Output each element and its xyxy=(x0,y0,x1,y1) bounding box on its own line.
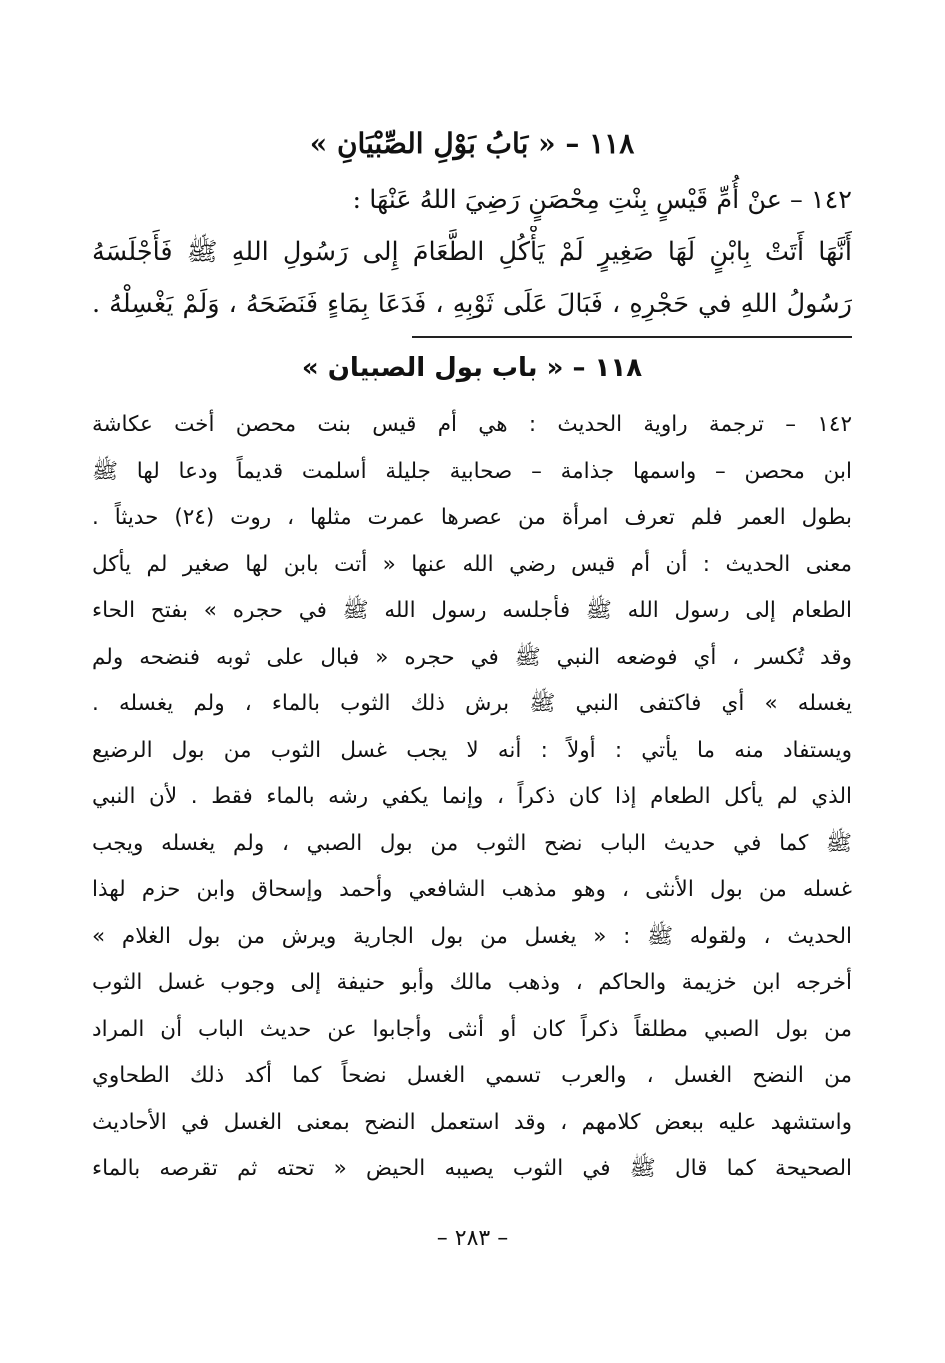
commentary-line: يغسله » أي فاكتفى النبي ﷺ برش ذلك الثوب بالماء ، ولم يغسله . xyxy=(92,691,852,716)
hadith-line: أَنَّهَا أَتَتْ بِابْنٍ لَهَا صَغِيرٍ لَمْ يَأْكُلِ الطَّعَامَ إِلى رَسُولِ اللهِ ﷺ فَأَجْلَسَهُ xyxy=(92,237,852,267)
hadith-text xyxy=(92,174,852,330)
commentary-line: معنى الحديث : أن أم قيس رضي الله عنها « أتت بابن لها صغير لم يأكل xyxy=(92,551,852,577)
commentary-line: الطعام إلى رسول الله ﷺ فأجلسه رسول الله ﷺ في حجره » بفتح الحاء xyxy=(92,598,852,623)
commentary-title: ١١٨ – « باب بول الصبيان » xyxy=(301,353,643,383)
page-number: – ٢٨٣ – xyxy=(436,1226,509,1251)
commentary-line: بطول العمر فلم تعرف امرأة من عصرها عمرت مثلها ، روت (٢٤) حديثاً . xyxy=(92,505,852,530)
commentary-line: غسله من بول الأنثى ، وهو مذهب الشافعي وأحمد وإسحاق وابن حزم لهذا xyxy=(92,877,852,902)
chapter-title: ١١٨ – « بَابُ بَوْلِ الصِّبْيَانِ » xyxy=(309,127,635,160)
commentary-line: الحديث ، ولقوله ﷺ : « يغسل من بول الجارية ويرش من بول الغلام » xyxy=(92,923,852,949)
section-divider xyxy=(412,336,852,338)
commentary-line: واستشهد عليه ببعض كلامهم ، وقد استعمل النضح بمعنى الغسل في الأحاديث xyxy=(92,1109,852,1135)
commentary-line: ويستفاد منه ما يأتي : أولاً : أنه لا يجب غسل الثوب من بول الرضيع xyxy=(92,737,852,763)
hadith-line: رَسُولُ اللهِ في حَجْرِهِ ، فَبَالَ عَلَى ثَوْبِهِ ، فَدَعَا بِمَاءٍ فَنَضَحَهُ ، وَلَمْ يَغْسِلْهُ . xyxy=(92,289,852,319)
commentary-line: وقد تُكسر ، أي فوضعه النبي ﷺ في حجره « فبال على ثوبه فنضحه ولم xyxy=(92,644,852,670)
commentary-line: الصحيحة كما قال ﷺ في الثوب يصيبه الحيض « تحته ثم تقرصه بالماء xyxy=(92,1156,852,1181)
commentary-line: ابن محصن – واسمها جذامة – صحابية جليلة أسلمت قديماً ودعا لها ﷺ xyxy=(92,458,852,484)
hadith-line: ١٤٢ – عنْ أُمِّ قَيْسٍ بِنْتِ مِحْصَنٍ رَضِيَ اللهُ عَنْهَا : xyxy=(352,185,852,215)
commentary-line: الذي لم يأكل الطعام إذا كان ذكراً ، وإنما يكفي رشه بالماء فقط . لأن النبي xyxy=(92,784,852,809)
commentary-line: ﷺ كما في حديث الباب نضح الثوب من بول الصبي ، ولم يغسله ويجب xyxy=(92,830,852,856)
commentary-text xyxy=(92,402,852,1193)
commentary-line: من النضح الغسل ، والعرب تسمي الغسل نضحاً كما أكد ذلك الطحاوي xyxy=(92,1063,852,1088)
commentary-line: ١٤٢ – ترجمة راوية الحديث : هي أم قيس بنت محصن أخت عكاشة xyxy=(92,412,852,437)
commentary-line: أخرجه ابن خزيمة والحاكم ، وذهب مالك وأبو حنيفة إلى وجوب غسل الثوب xyxy=(92,970,852,995)
commentary-line: من بول الصبي مطلقاً ذكراً كان أو أنثى وأجابوا عن حديث الباب أن المراد xyxy=(92,1016,852,1042)
page-body xyxy=(92,118,852,1193)
